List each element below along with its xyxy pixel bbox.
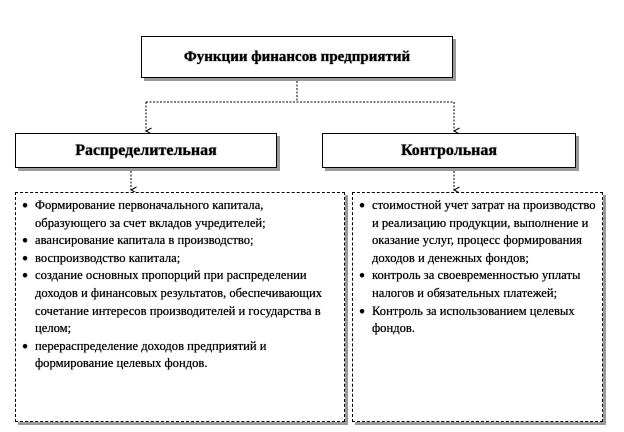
bullet-icon: ●	[359, 200, 366, 211]
diagram-title: Функции финансов предприятий	[183, 48, 411, 65]
list-item: ● контроль за своевременностью уплаты налогов и обязательных платежей;	[359, 268, 581, 300]
list-item: ● стоимостной учет затрат на производство и реализацию продукции, выполнение и оказание услуг, процесс формирования доходов и денежных фондов;	[359, 198, 596, 265]
bullet-icon: ●	[22, 235, 29, 247]
title-box	[141, 36, 453, 78]
bullet-icon: ●	[22, 200, 29, 211]
control-function-label: Контрольная	[400, 141, 498, 159]
bullet-icon: ●	[22, 270, 29, 282]
bullet-icon: ●	[359, 270, 366, 282]
list-item: ● Контроль за использованием целевых фондов.	[359, 303, 575, 336]
control-function-box	[322, 133, 576, 168]
distributive-function-label: Распределительная	[75, 141, 217, 159]
bullet-icon: ●	[22, 340, 29, 352]
list-item: ● воспроизводство капитала;	[22, 250, 338, 268]
list-item: ● создание основных пропорций при распределении доходов и финансовых результатов, обеспечивающих сочетание интересов производителей и государства в целом;	[22, 268, 323, 336]
bullet-icon: ●	[359, 305, 366, 317]
bullet-icon: ●	[22, 252, 29, 264]
distributive-functions-list	[15, 192, 345, 422]
list-item: ● авансирование капитала в производство;	[22, 232, 338, 250]
list-item: ● перераспределение доходов предприятий и формирование целевых фондов.	[22, 338, 267, 371]
control-functions-list	[352, 192, 603, 422]
list-item: ● Формирование первоначального капитала, образующего за счет вкладов учредителей;	[22, 198, 266, 230]
distributive-function-box	[15, 133, 277, 168]
